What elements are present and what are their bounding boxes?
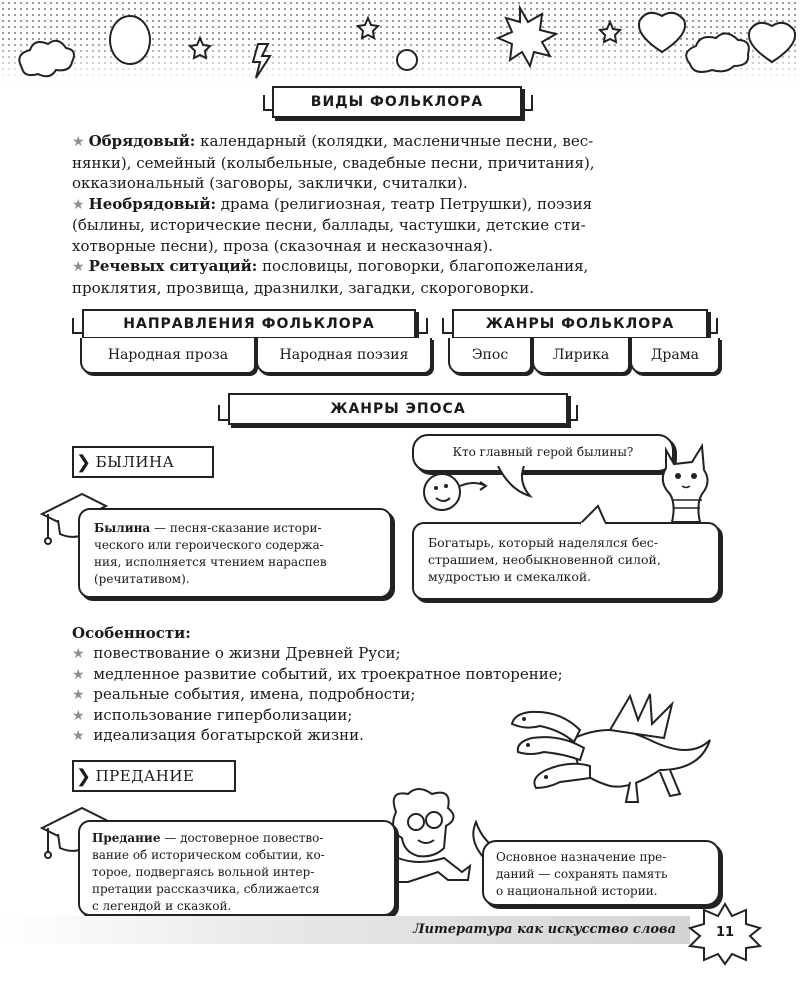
type-label: Необрядовый: <box>88 194 216 213</box>
page-title-text: ВИДЫ ФОЛЬКЛОРА <box>310 94 484 110</box>
predanie-definition-box <box>78 820 396 916</box>
feature-item: ★ повествование о жизни Древней Руси; <box>72 644 401 662</box>
cat-illustration <box>652 440 722 526</box>
cloud-icon <box>686 33 749 72</box>
type-non-ritual: ★ Необрядовый: драма (религиозная, театр Петрушки), поэзия (былины, исторические песни, баллады, частушки, детские сти- хотворные песни), проза (сказочная и несказочная). <box>72 194 593 255</box>
heart-icon <box>639 13 685 52</box>
directions-item: Народная поэзия <box>256 338 432 374</box>
star-icon: ★ <box>72 728 85 744</box>
cloud-icon <box>19 41 74 76</box>
star-icon: ★ <box>72 707 85 724</box>
bylina-definition: Былина — песня-сказание истори- ческого или героического содержа- ния, исполняется чтением нараспев (речитативом). <box>94 521 327 586</box>
bylina-term: Былина <box>94 521 151 535</box>
star-icon: ★ <box>72 687 85 703</box>
double-chevron-icon: ❯ <box>76 765 92 787</box>
epic-title: ЖАНРЫ ЭПОСА <box>228 393 568 425</box>
directions-item: Народная проза <box>80 338 256 374</box>
bylina-definition-box <box>78 508 392 598</box>
star-icon: ★ <box>72 196 85 213</box>
feature-item: ★ медленное развитие событий, их троекратное повторение; <box>72 664 563 683</box>
blob-icon <box>110 16 150 64</box>
type-ritual: ★ Обрядовый: календарный (колядки, масленичные песни, вес- нянки), семейный (колыбельные, свадебные песни, причитания), окказиональный (заговоры, заклички, считалки). <box>72 132 595 192</box>
answer-box <box>412 522 720 600</box>
circle-icon <box>397 50 417 70</box>
predanie-definition: Предание — достоверное повество- вание об историческом событии, ко- торое, подвергаясь вольной интер- претации рассказчика, сближается с легендой и сказкой. <box>92 831 325 913</box>
type-label: Обрядовый: <box>88 132 196 150</box>
star-icon: ★ <box>72 134 85 150</box>
purpose-text: Основное назначение пре- даний — сохранять память о национальной истории. <box>496 850 668 898</box>
genres-item: Драма <box>630 338 720 374</box>
features-heading: Особенности: <box>72 624 191 642</box>
question-text: Кто главный герой былины? <box>452 445 634 459</box>
purpose-box <box>482 840 720 906</box>
directions-title: НАПРАВЛЕНИЯ ФОЛЬКЛОРА <box>82 309 416 339</box>
bylina-heading: ❯ БЫЛИНА <box>72 446 214 478</box>
feature-item: ★ идеализация богатырской жизни. <box>72 726 364 744</box>
star-icon: ★ <box>72 646 85 662</box>
type-label: Речевых ситуаций: <box>88 257 258 275</box>
page-title <box>272 86 522 118</box>
genres-item: Лирика <box>532 338 630 374</box>
folklore-types-text <box>72 131 720 298</box>
heart-icon <box>749 23 795 62</box>
star-outline-icon <box>600 22 620 42</box>
type-speech: ★ Речевых ситуаций: пословицы, поговорки, благопожелания, проклятия, прозвища, дразнилки, загадки, скороговорки. <box>72 257 589 297</box>
burst-icon <box>498 8 556 66</box>
feature-item: ★ реальные события, имена, подробности; <box>72 685 416 703</box>
star-icon: ★ <box>72 666 85 683</box>
lightning-icon <box>253 44 270 78</box>
answer-bubble-tail <box>576 504 626 526</box>
bubble-tail <box>490 466 550 500</box>
star-outline-icon <box>190 38 210 58</box>
smiley-face-icon <box>418 466 498 516</box>
header-doodles <box>0 0 800 85</box>
star-icon: ★ <box>72 259 85 275</box>
predanie-term: Предание <box>92 831 161 845</box>
feature-item: ★ использование гиперболизации; <box>72 705 353 724</box>
predanie-heading: ❯ ПРЕДАНИЕ <box>72 760 236 792</box>
three-headed-dragon-illustration <box>500 690 720 808</box>
footer-text: Литература как искусство слова <box>413 922 676 937</box>
answer-text: Богатырь, который наделялся бес- страшием, необыкновенной силой, мудростью и смекалкой. <box>428 535 661 584</box>
genres-title: ЖАНРЫ ФОЛЬКЛОРА <box>452 309 708 339</box>
star-outline-icon <box>358 18 378 38</box>
page-number: 11 <box>715 925 735 940</box>
genres-item: Эпос <box>448 338 532 374</box>
double-chevron-icon: ❯ <box>76 451 92 473</box>
